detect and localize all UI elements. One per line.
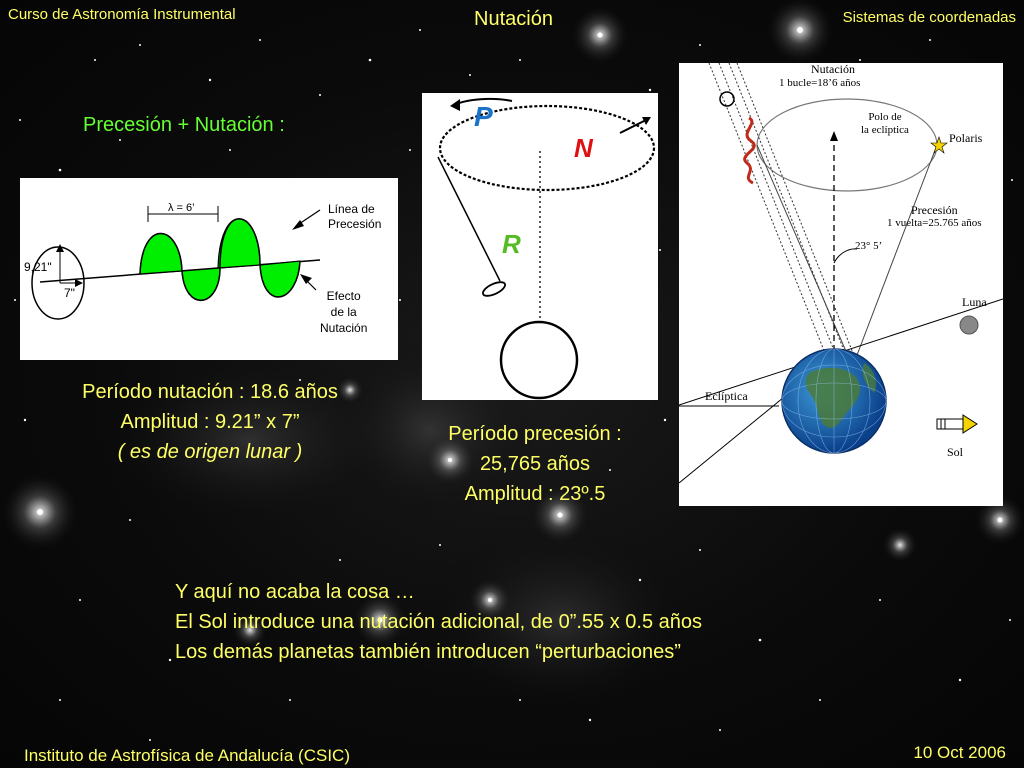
precession-info bbox=[410, 419, 660, 509]
amplitude-y-label: 9,21" bbox=[24, 260, 52, 274]
amplitude-x-label: 7" bbox=[64, 286, 75, 300]
footer-date: 10 Oct 2006 bbox=[913, 743, 1006, 762]
note-line-1: Y aquí no acaba la cosa … bbox=[175, 581, 415, 603]
precesion-turn-label: 1 vuelta=25.765 años bbox=[887, 217, 982, 229]
sol-label: Sol bbox=[947, 445, 964, 459]
earth-precession-diagram bbox=[679, 63, 1003, 506]
nutation-origin: ( es de origen lunar ) bbox=[117, 441, 303, 463]
precession-years: 25,765 años bbox=[479, 453, 591, 475]
precession-cone-diagram bbox=[422, 93, 658, 400]
nutacion-label: Nutación bbox=[811, 62, 855, 76]
section-title: Sistemas de coordenadas bbox=[842, 9, 1016, 26]
bottom-notes bbox=[175, 577, 702, 667]
nutacion-loop-label: 1 bucle=18’6 años bbox=[779, 77, 861, 89]
footer-institute: Instituto de Astrofísica de Andalucía (CSIC) bbox=[24, 746, 350, 765]
slide-title: Nutación bbox=[474, 8, 553, 30]
course-title: Curso de Astronomía Instrumental bbox=[8, 6, 236, 23]
note-line-3: Los demás planetas también introducen “perturbaciones” bbox=[175, 641, 681, 663]
n-label: N bbox=[574, 133, 593, 163]
r-label: R bbox=[502, 229, 521, 259]
precession-period: Período precesión : bbox=[448, 423, 622, 445]
nutation-info bbox=[30, 377, 390, 467]
earth-precession-svg bbox=[679, 63, 1003, 506]
nutation-period: Período nutación : 18.6 años bbox=[82, 381, 338, 403]
nutation-wave-diagram bbox=[20, 178, 398, 360]
left-heading: Precesión + Nutación : bbox=[83, 114, 285, 136]
polaris-label: Polaris bbox=[949, 131, 983, 145]
ecliptica-label: Eclíptica bbox=[705, 389, 748, 403]
precession-line-label: Línea de Precesión bbox=[328, 202, 382, 231]
note-line-2: El Sol introduce una nutación adicional, de 0”.55 x 0.5 años bbox=[175, 611, 703, 633]
nutation-amplitude: Amplitud : 9.21” x 7” bbox=[120, 411, 300, 433]
precession-amplitude: Amplitud : 23º.5 bbox=[464, 483, 606, 505]
precesion-label: Precesión bbox=[911, 203, 958, 217]
precession-cone-svg bbox=[422, 93, 658, 400]
p-label: P bbox=[474, 101, 493, 132]
nutation-effect-label: Efecto de la Nutación bbox=[320, 289, 368, 335]
axial-tilt-label: 23° 5’ bbox=[855, 240, 883, 252]
ecliptic-pole-label: Polo de la eclíptica bbox=[861, 111, 909, 136]
lambda-label: λ = 6’ bbox=[168, 202, 195, 214]
luna-label: Luna bbox=[962, 295, 987, 309]
